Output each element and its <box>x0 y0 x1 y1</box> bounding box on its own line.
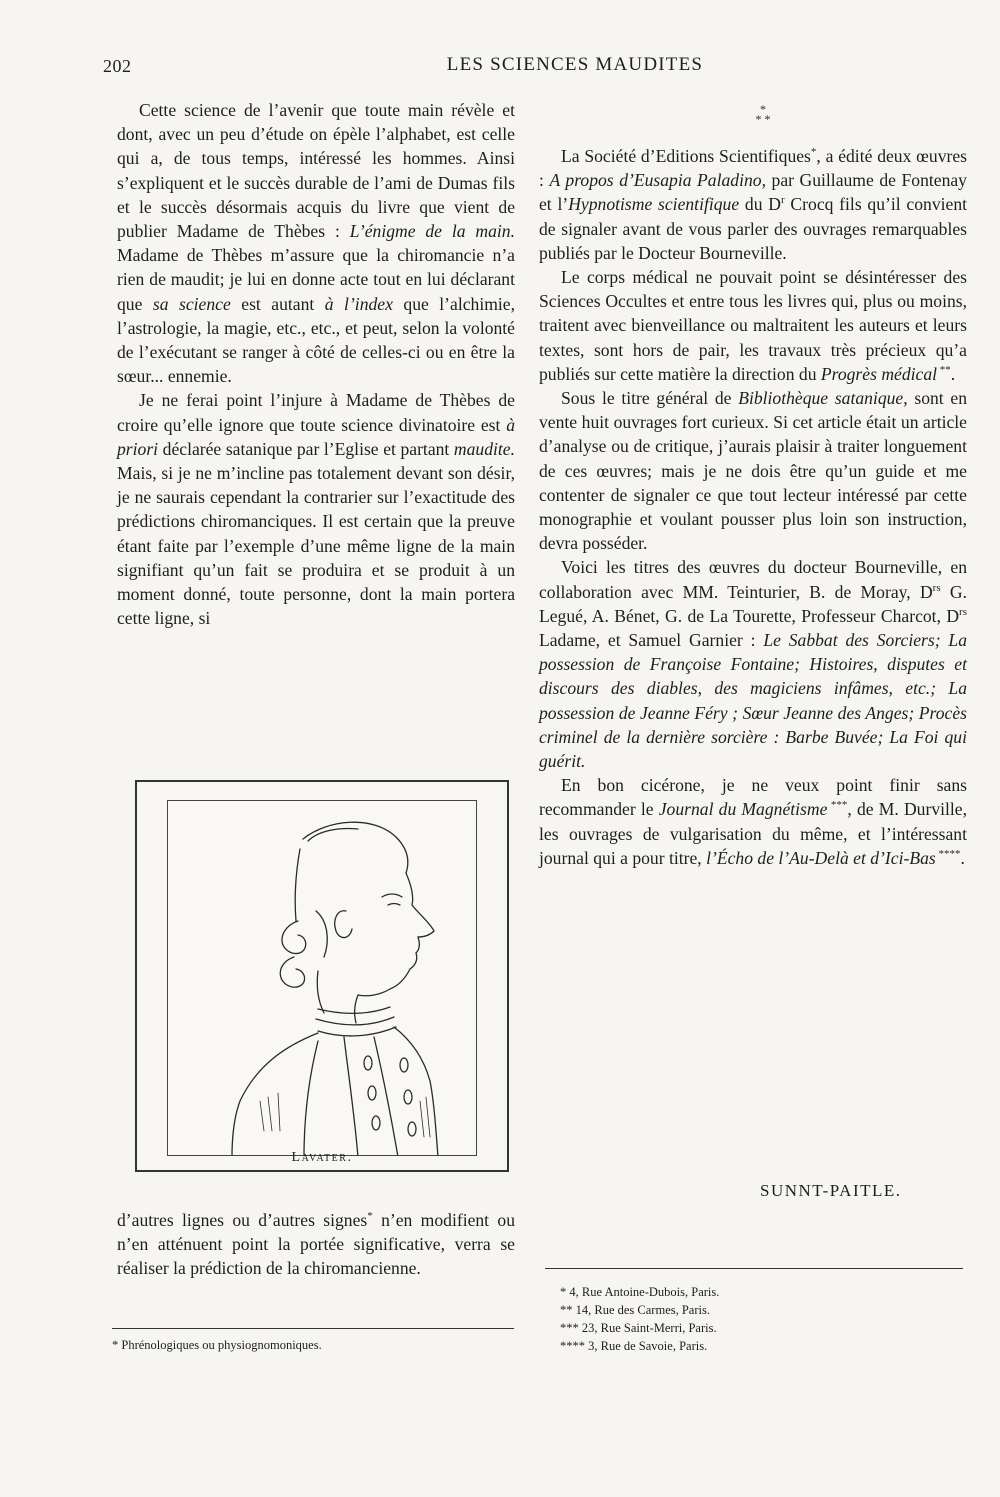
emphasis: sa science <box>152 293 231 314</box>
footnote-item: ** 14, Rue des Carmes, Paris. <box>560 1303 710 1317</box>
journal-title: Journal du Magnétisme <box>658 799 828 820</box>
portrait-frame <box>167 800 477 1156</box>
footnote-marker: **** <box>935 848 961 861</box>
running-head: LES SCIENCES MAUDITES <box>446 54 704 75</box>
emphasis: à l’index <box>324 293 393 314</box>
book-title: L’énigme de la main. <box>349 221 515 242</box>
lavater-portrait-figure <box>135 780 509 1172</box>
emphasis: à priori <box>117 414 515 459</box>
superscript: rs <box>959 606 967 618</box>
text: que l’alchimie, l’astrologie, la magie, etc., etc., et peut, selon la volonté de l’exécutant se ranger à côté de celles-ci ou en être la sœur... ennemie. <box>117 293 516 387</box>
footnote-item: **** 3, Rue de Savoie, Paris. <box>560 1339 708 1353</box>
journal-title: l’Écho de l’Au-Delà et d’Ici-Bas <box>706 847 936 868</box>
figure-caption: Lavater. <box>291 1150 353 1165</box>
book-title: Hypnotisme scientifique <box>568 194 740 215</box>
footnote-marker: ** <box>937 363 951 376</box>
text: Ladame, et Samuel Garnier : <box>539 630 764 651</box>
paragraph <box>539 773 967 870</box>
text: Cette science de l’avenir que toute main révèle et dont, avec un peu d’étude on épèle l’alphabet, est celle qui a, de tous temps, intéressé les hommes. Ainsi s’expliquent et le succès durable de l’ami de Dumas fils et le succès désormais acquis du livre que vient de publier Madame de Thèbes : <box>117 100 515 242</box>
asterism-bottom: * * <box>755 112 771 126</box>
superscript: rs <box>932 581 941 594</box>
paragraph <box>117 1208 515 1281</box>
left-column-continuation <box>117 1208 515 1281</box>
text: . <box>950 363 956 384</box>
text: n’en modifient ou n’en atténuent point la portée significative, verra se réaliser la prédiction de la chiromancienne. <box>117 1210 515 1279</box>
text: Le corps médical ne pouvait point se désintéresser des Sciences Occultes et entre tous les livres qui, plus ou moins, traitent avec bienveillance ou maltraitent les auteurs et leurs textes, sont hors de pair, les travaux très précieux qu’a publiés sur cette matière la direction du <box>539 267 967 384</box>
footnote-item: *** 23, Rue Saint-Merri, Paris. <box>560 1321 717 1335</box>
paragraph <box>117 98 515 388</box>
text: par Guillaume de Fontenay et l’ <box>539 170 967 215</box>
right-column <box>539 104 967 870</box>
text: Sous le titre général de <box>561 388 739 409</box>
text: , de M. Durville, les ouvrages de vulgarisation du même, et l’intéressant journal qui a pour titre, <box>539 799 967 868</box>
author-signature: SUNNT-PAITLE. <box>760 1181 902 1200</box>
asterism <box>539 104 967 130</box>
superscript: r <box>780 194 785 207</box>
text: Crocq fils qu’il convient de signaler avant de vous parler des ouvrages remarquables publiés par le Docteur Bourneville. <box>539 194 968 263</box>
paragraph <box>117 388 515 630</box>
footnote-item: * 4, Rue Antoine-Dubois, Paris. <box>560 1285 720 1299</box>
paragraph <box>539 144 967 265</box>
text: est autant <box>230 293 325 314</box>
text: La Société d’Editions Scientifiques <box>561 146 811 166</box>
footnote-rule-right <box>545 1268 963 1269</box>
footnote-marker: * <box>810 146 817 159</box>
paragraph <box>539 265 967 386</box>
book-titles: Le Sabbat des Sorciers; La possession de Françoise Fontaine; Histoires, disputes et discours des diables, des magiciens infâmes, etc.; La possession de Jeanne Féry ; Sœur Jeanne des Anges; Procès criminel de la dernière sorcière : Barbe Buvée; La Foi qui guérit. <box>539 630 967 772</box>
footnote-marker: *** <box>827 799 848 812</box>
paragraph <box>539 555 967 773</box>
book-title: A propos d’Eusapia Paladino, <box>549 170 766 191</box>
footnote-left: * Phrénologiques ou physiognomoniques. <box>112 1338 322 1352</box>
text: du D <box>739 194 781 215</box>
text: Voici les titres des œuvres du docteur Bourneville, en collaboration avec MM. Teinturier, B. de Moray, D <box>539 557 967 602</box>
paragraph <box>539 386 967 555</box>
left-column <box>117 98 515 630</box>
text: En bon cicérone, je ne veux point finir sans recommander le <box>539 775 967 820</box>
footnote-rule-left <box>112 1328 514 1329</box>
footnotes-right <box>560 1283 719 1355</box>
journal-title: Progrès médical <box>820 363 938 384</box>
footnote-marker: * <box>367 1210 373 1223</box>
series-title: Bibliothèque satanique, <box>738 388 908 409</box>
text: . <box>960 847 965 868</box>
text: Je ne ferai point l’injure à Madame de Thèbes de croire qu’elle ignore que toute science divinatoire est <box>117 390 515 435</box>
asterism-top: * <box>760 102 766 116</box>
portrait-engraving <box>168 801 477 1156</box>
text: déclarée satanique par l’Eglise et partant <box>158 438 454 459</box>
text: Madame de Thèbes m’assure que la chiromancie n’a rien de maudit; je lui en donne acte tout en lui déclarant que <box>117 245 515 314</box>
text: , a édité deux œuvres : <box>539 146 968 191</box>
text: G. Legué, A. Bénet, G. de La Tourette, Professeur Charcot, D <box>539 581 967 626</box>
text: Mais, si je ne m’incline pas totalement devant son désir, je ne saurais cependant la contrarier sur l’exactitude des prédictions chiromanciques. Il est certain que la preuve étant faite par l’exemple d’une même ligne de la main signifiant qu’un fait se produira et se produit à un moment donné, toute personne, dont la main portera cette ligne, si <box>117 463 515 629</box>
text: d’autres lignes ou d’autres signes <box>117 1210 368 1230</box>
text: sont en vente huit ouvrages fort curieux. Si cet article était un article d’analyse ou de critique, j’aurais plaisir à traiter longuement de ces œuvres; mais je ne dois être qu’un guide et me contenter de signaler ce que tout lecteur intéressé par cette monographie et voulant pousser plus loin son instruction, devra posséder. <box>539 388 968 554</box>
page-number: 202 <box>103 56 132 76</box>
emphasis: maudite. <box>453 438 515 459</box>
